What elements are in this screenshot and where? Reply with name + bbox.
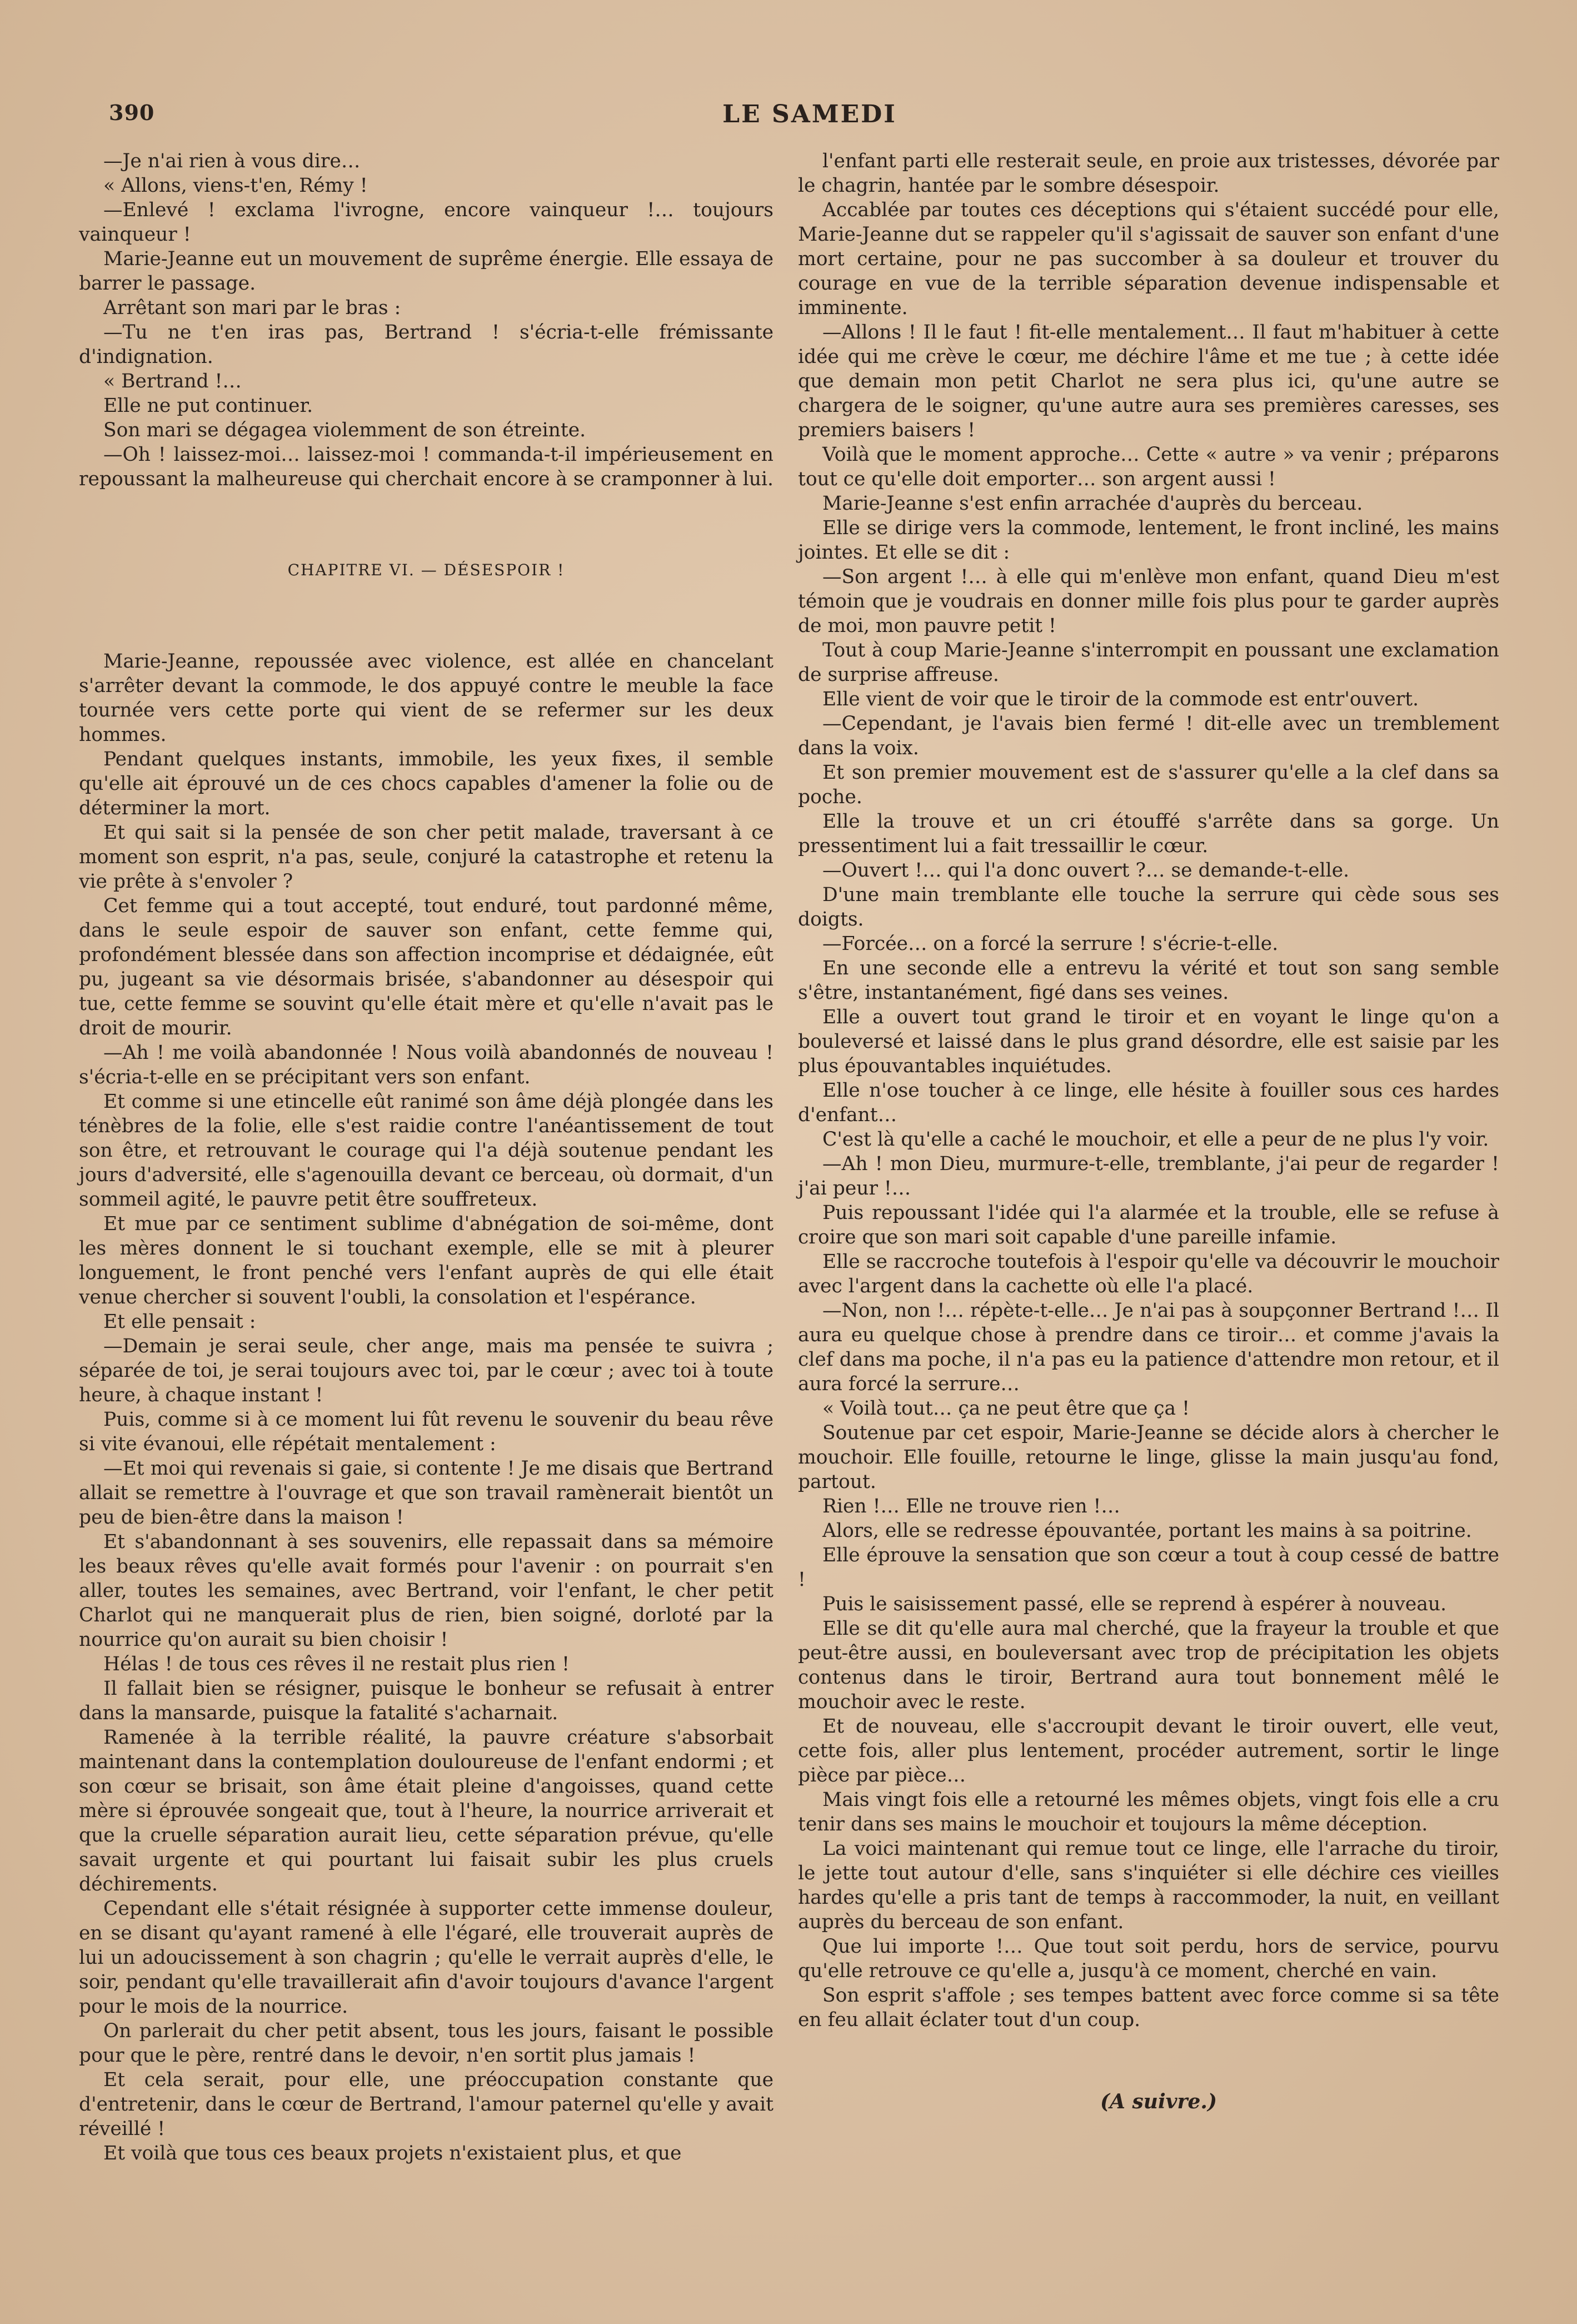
paragraph: En une seconde elle a entrevu la vérité et tout son sang semble s'être, instantanément, figé dans ses veines. xyxy=(798,957,1499,1004)
paragraph: —Demain je serai seule, cher ange, mais ma pensée te suivra ; séparée de toi, je serai toujours avec toi, par le cœur ; avec toi à toute heure, à chaque instant ! xyxy=(79,1335,773,1406)
paragraph: Elle éprouve la sensation que son cœur a tout à coup cessé de battre ! xyxy=(798,1544,1499,1591)
right-column xyxy=(798,149,1499,2032)
paragraph: Et mue par ce sentiment sublime d'abnégation de soi-même, dont les mères donnent le si touchant exemple, elle se mit à pleurer longuement, le front penché vers l'enfant auprès de qui elle était venue chercher si souvent l'oubli, la consolation et l'espérance. xyxy=(79,1213,773,1308)
paragraph: Alors, elle se redresse épouvantée, portant les mains à sa poitrine. xyxy=(822,1520,1472,1542)
paragraph: Elle vient de voir que le tiroir de la commode est entr'ouvert. xyxy=(822,688,1419,710)
paragraph: —Oh ! laissez-moi… laissez-moi ! commanda-t-il impérieusement en repoussant la malheureuse qui cherchait encore à se cramponner à lui. xyxy=(79,444,773,490)
paragraph: Et comme si une etincelle eût ranimé son âme déjà plongée dans les ténèbres de la folie, elle s'est raidie contre l'anéantissement de tout son être, et retrouvant le courage qui l'a déjà soutenue pendant les jours d'adversité, elle s'agenouilla devant ce berceau, où dormait, d'un sommeil agité, le pauvre petit être souffreteux. xyxy=(79,1091,773,1211)
paragraph: Marie-Jeanne eut un mouvement de suprême énergie. Elle essaya de barrer le passage. xyxy=(79,248,773,295)
paragraph: Elle ne put continuer. xyxy=(103,395,313,417)
paragraph: Elle se dirige vers la commode, lentement, le front incliné, les mains jointes. Et elle se dit : xyxy=(798,517,1499,564)
paragraph: —Et moi qui revenais si gaie, si contente ! Je me disais que Bertrand allait se remettre à l'ouvrage et que son travail ramènerait bientôt un peu de bien-être dans la maison ! xyxy=(79,1457,773,1529)
paragraph: Puis, comme si à ce moment lui fût revenu le souvenir du beau rêve si vite évanoui, elle répétait mentalement : xyxy=(79,1409,773,1455)
paragraph: Accablée par toutes ces déceptions qui s'étaient succédé pour elle, Marie-Jeanne dut se rappeler qu'il s'agissait de sauver son enfant d'une mort certaine, pour ne pas succomber à sa douleur et trouver du courage en vue de la terrible séparation devenue indispensable et imminente. xyxy=(798,199,1499,319)
page-number: 390 xyxy=(109,100,155,125)
paragraph: Rien !… Elle ne trouve rien !… xyxy=(822,1495,1120,1517)
paragraph: Tout à coup Marie-Jeanne s'interrompit en poussant une exclamation de surprise affreuse. xyxy=(798,639,1499,686)
paragraph: Puis le saisissement passé, elle se reprend à espérer à nouveau. xyxy=(822,1593,1447,1615)
paragraph: On parlerait du cher petit absent, tous les jours, faisant le possible pour que le père, rentré dans le devoir, n'en sortit plus jamais ! xyxy=(79,2020,773,2067)
paragraph: Et voilà que tous ces beaux projets n'existaient plus, et que xyxy=(103,2142,682,2164)
paragraph: —Cependant, je l'avais bien fermé ! dit-elle avec un tremblement dans la voix. xyxy=(798,713,1499,759)
page-header xyxy=(109,100,1510,136)
paragraph: Cet femme qui a tout accepté, tout enduré, tout pardonné même, dans le seule espoir de sauver son enfant, cette femme qui, profondément blessée dans son affection incomprise et dédaignée, eût pu, jugeant sa vie désormais brisée, s'abandonner au désespoir qui tue, cette femme se souvint qu'elle était mère et qu'elle n'avait pas le droit de mourir. xyxy=(79,895,773,1039)
paragraph: —Je n'ai rien à vous dire… xyxy=(103,150,361,172)
paragraph: Son mari se dégagea violemment de son étreinte. xyxy=(103,419,586,441)
paragraph: Elle se raccroche toutefois à l'espoir qu'elle va découvrir le mouchoir avec l'argent dans la cachette où elle l'a placé. xyxy=(798,1251,1499,1297)
paragraph: Elle a ouvert tout grand le tiroir et en voyant le linge qu'on a bouleversé et laissé dans le plus grand désordre, elle est saisie par les plus épouvantables inquiétudes. xyxy=(798,1006,1499,1077)
paragraph: Et de nouveau, elle s'accroupit devant le tiroir ouvert, elle veut, cette fois, aller plus lentement, procéder autrement, sortir le linge pièce par pièce… xyxy=(798,1715,1499,1786)
paragraph: Marie-Jeanne, repoussée avec violence, est allée en chancelant s'arrêter devant la commode, le dos appuyé contre le meuble la face tournée vers cette porte qui vient de se refermer sur les deux hommes. xyxy=(79,650,773,746)
paragraph: Cependant elle s'était résignée à supporter cette immense douleur, en se disant qu'ayant ramené à elle l'égaré, elle trouverait auprès de lui un adoucissement à son chagrin ; qu'elle le verrait auprès d'elle, le soir, pendant qu'elle travaillerait afin d'avoir toujours d'avance l'argent pour le mois de la nourrice. xyxy=(79,1898,773,2018)
paragraph: Et son premier mouvement est de s'assurer qu'elle a la clef dans sa poche. xyxy=(798,762,1499,808)
paragraph: La voici maintenant qui remue tout ce linge, elle l'arrache du tiroir, le jette tout autour d'elle, sans s'inquiéter si elle déchire ces vieilles hardes qu'elle a pris tant de temps à raccommoder, la nuit, en veillant auprès du berceau de son enfant. xyxy=(798,1838,1499,1933)
paragraph: Et elle pensait : xyxy=(103,1311,256,1333)
left-column xyxy=(79,149,773,2166)
paragraph: Elle n'ose toucher à ce linge, elle hésite à fouiller sous ces hardes d'enfant… xyxy=(798,1079,1499,1126)
paragraph: Elle se dit qu'elle aura mal cherché, que la frayeur la trouble et que peut-être aussi, en bouleversant avec trop de précipitation les objets contenus dans le tiroir, Bertrand aura tout bonnement mêlé le mouchoir avec le reste. xyxy=(798,1618,1499,1713)
paragraph: Et cela serait, pour elle, une préoccupation constante que d'entretenir, dans le cœur de Bertrand, l'amour paternel qu'elle y avait réveillé ! xyxy=(79,2069,773,2140)
paragraph: Son esprit s'affole ; ses tempes battent avec force comme si sa tête en feu allait éclater tout d'un coup. xyxy=(798,1984,1499,2031)
paragraph: C'est là qu'elle a caché le mouchoir, et elle a peur de ne plus l'y voir. xyxy=(822,1128,1489,1151)
paragraph: Arrêtant son mari par le bras : xyxy=(103,297,401,319)
paragraph: l'enfant parti elle resterait seule, en proie aux tristesses, dévorée par le chagrin, hantée par le sombre désespoir. xyxy=(798,150,1499,197)
paragraph: « Bertrand !… xyxy=(103,370,242,392)
paragraph: —Ah ! mon Dieu, murmure-t-elle, tremblante, j'ai peur de regarder ! j'ai peur !… xyxy=(798,1153,1499,1200)
paragraph: —Forcée… on a forcé la serrure ! s'écrie-t-elle. xyxy=(822,933,1279,955)
paragraph: Il fallait bien se résigner, puisque le bonheur se refusait à entrer dans la mansarde, puisque la fatalité s'acharnait. xyxy=(79,1678,773,1724)
paragraph: « Allons, viens-t'en, Rémy ! xyxy=(103,175,368,197)
paragraph: Soutenue par cet espoir, Marie-Jeanne se décide alors à chercher le mouchoir. Elle fouille, retourne le linge, glisse la main jusqu'au fond, partout. xyxy=(798,1422,1499,1493)
paragraph: —Ah ! me voilà abandonnée ! Nous voilà abandonnés de nouveau ! s'écria-t-elle en se précipitant vers son enfant. xyxy=(79,1042,773,1088)
paragraph: Que lui importe !… Que tout soit perdu, hors de service, pourvu qu'elle retrouve ce qu'elle a, jusqu'à ce moment, cherché en vain. xyxy=(798,1935,1499,1982)
paragraph: Ramenée à la terrible réalité, la pauvre créature s'absorbait maintenant dans la contemplation douloureuse de l'enfant endormi ; et son cœur se brisait, son âme était pleine d'angoisses, quand cette mère si éprouvée songeait que, tout à l'heure, la nourrice arriverait et que la cruelle séparation aurait lieu, cette séparation prévue, qu'elle savait urgente et qui pourtant lui faisait subir les plus cruels déchirements. xyxy=(79,1726,773,1895)
paragraph: Mais vingt fois elle a retourné les mêmes objets, vingt fois elle a cru tenir dans ses mains le mouchoir et toujours la même déception. xyxy=(798,1789,1499,1835)
paragraph: Marie-Jeanne s'est enfin arrachée d'auprès du berceau. xyxy=(822,492,1363,515)
chapter-heading: CHAPITRE VI. — DÉSESPOIR ! xyxy=(287,561,565,579)
paragraph: —Enlevé ! exclama l'ivrogne, encore vainqueur !… toujours vainqueur ! xyxy=(79,199,773,246)
paragraph: —Ouvert !… qui l'a donc ouvert ?… se demande-t-elle. xyxy=(822,859,1350,882)
paragraph: Puis repoussant l'idée qui l'a alarmée et la trouble, elle se refuse à croire que son mari soit capable d'une pareille infamie. xyxy=(798,1202,1499,1248)
to-be-continued: (A suivre.) xyxy=(1100,2090,1217,2113)
paragraph: Voilà que le moment approche… Cette « autre » va venir ; préparons tout ce qu'elle doit emporter… son argent aussi ! xyxy=(798,444,1499,490)
paragraph: Pendant quelques instants, immobile, les yeux fixes, il semble qu'elle ait éprouvé un de ces chocs capables d'amener la folie ou de déterminer la mort. xyxy=(79,748,773,819)
paragraph: « Voilà tout… ça ne peut être que ça ! xyxy=(822,1397,1190,1420)
paragraph: —Non, non !… répète-t-elle… Je n'ai pas à soupçonner Bertrand !… Il aura eu quelque chose à prendre dans ce tiroir… et comme j'avais la clef dans ma poche, il n'a pas eu la patience d'attendre mon retour, et il aura forcé la serrure… xyxy=(798,1300,1499,1395)
paragraph: D'une main tremblante elle touche la serrure qui cède sous ses doigts. xyxy=(798,884,1499,930)
paragraph: —Tu ne t'en iras pas, Bertrand ! s'écria-t-elle frémissante d'indignation. xyxy=(79,321,773,368)
paragraph: Et qui sait si la pensée de son cher petit malade, traversant à ce moment son esprit, n'a pas, seule, conjuré la catastrophe et retenu la vie prête à s'envoler ? xyxy=(79,822,773,893)
paragraph: —Son argent !… à elle qui m'enlève mon enfant, quand Dieu m'est témoin que je voudrais en donner mille fois plus pour te garder auprès de moi, mon pauvre petit ! xyxy=(798,566,1499,637)
paragraph: Et s'abandonnant à ses souvenirs, elle repassait dans sa mémoire les beaux rêves qu'elle avait formés pour l'avenir : on pourrait s'en aller, toutes les semaines, avec Bertrand, voir l'enfant, le cher petit Charlot qui ne manquerait plus de rien, bien soigné, dorloté par la nourrice qu'on aurait su bien choisir ! xyxy=(79,1531,773,1651)
paragraph: Hélas ! de tous ces rêves il ne restait plus rien ! xyxy=(103,1653,570,1675)
paragraph: Elle la trouve et un cri étouffé s'arrête dans sa gorge. Un pressentiment lui a fait tressaillir le cœur. xyxy=(798,810,1499,857)
magazine-title: LE SAMEDI xyxy=(722,100,897,128)
paragraph: —Allons ! Il le faut ! fit-elle mentalement… Il faut m'habituer à cette idée qui me crève le cœur, me déchire l'âme et me tue ; à cette idée que demain mon petit Charlot ne sera plus ici, qu'une autre se chargera de le soigner, qu'une autre aura ses premières caresses, ses premiers baisers ! xyxy=(798,321,1499,441)
